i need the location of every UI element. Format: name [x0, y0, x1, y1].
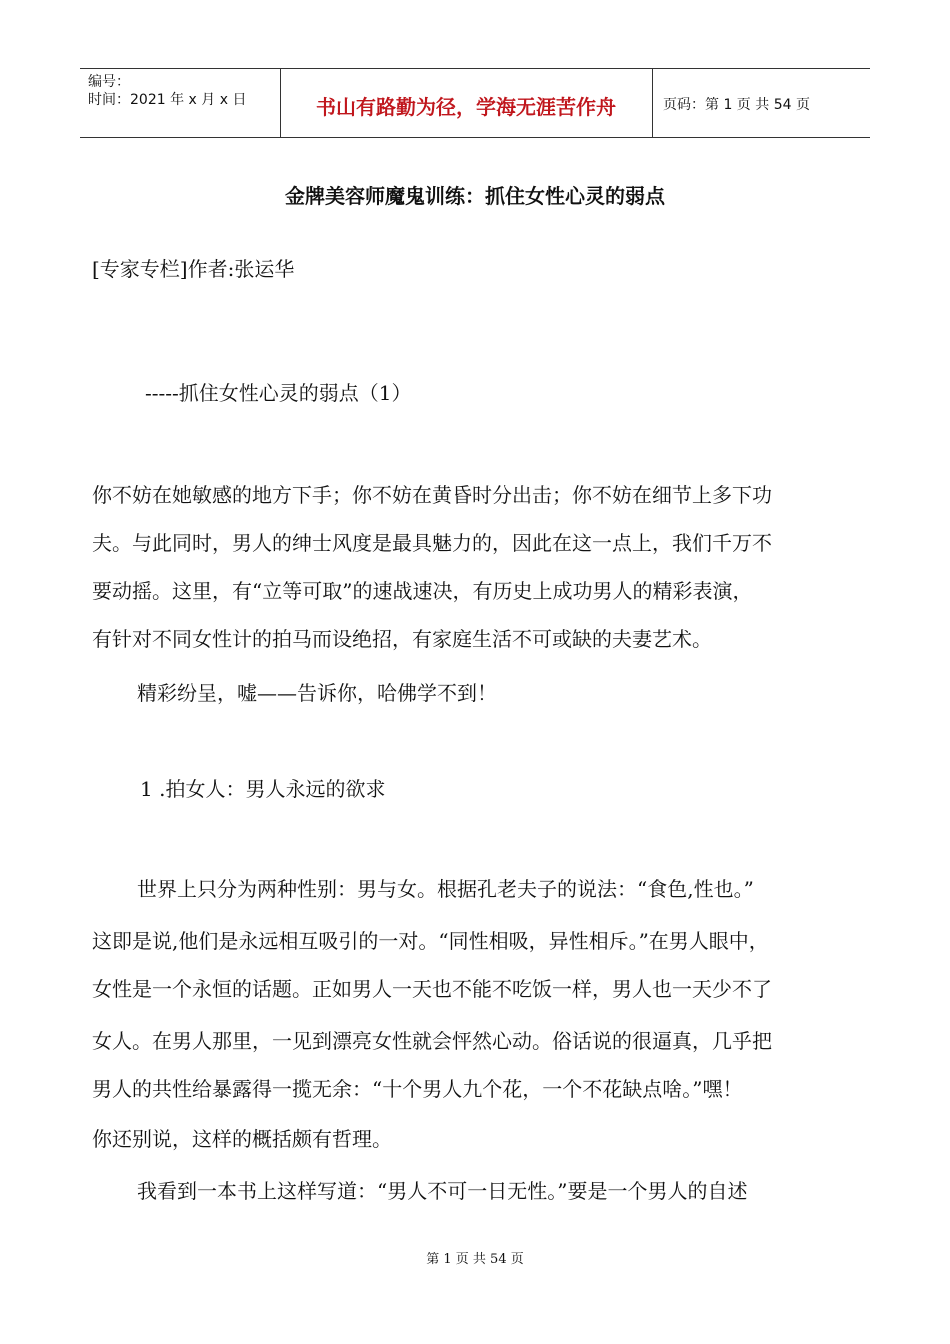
- section-heading: -----抓住女性心灵的弱点（1）: [145, 381, 412, 405]
- header-page-cell: [653, 69, 870, 137]
- paragraph-line: 世界上只分为两种性别：男与女。根据孔老夫子的说法：“食色,性也。”: [137, 877, 754, 901]
- document-title: 金牌美容师魔鬼训练：抓住女性心灵的弱点: [285, 184, 665, 208]
- page-footer: 第 1 页 共 54 页: [426, 1252, 524, 1267]
- header-motto-cell: [280, 69, 653, 137]
- header-motto: 书山有路勤为径，学海无涯苦作舟: [316, 95, 616, 119]
- subheading: 1 .拍女人：男人永远的欲求: [140, 777, 386, 801]
- paragraph-line: 女人。在男人那里，一见到漂亮女性就会怦然心动。俗话说的很逼真，几乎把: [92, 1029, 772, 1053]
- page-header: [80, 68, 870, 138]
- paragraph-line: 你还别说，这样的概括颇有哲理。: [92, 1127, 392, 1151]
- paragraph-line: 男人的共性给暴露得一揽无余：“十个男人九个花，一个不花缺点啥。”嘿！: [92, 1077, 743, 1101]
- paragraph-line: 我看到一本书上这样写道：“男人不可一日无性。”要是一个男人的自述: [137, 1179, 748, 1203]
- paragraph-line: 有针对不同女性计的拍马而设绝招，有家庭生活不可或缺的夫妻艺术。: [92, 627, 712, 651]
- paragraph-line: 你不妨在她敏感的地方下手；你不妨在黄昏时分出击；你不妨在细节上多下功: [92, 483, 772, 507]
- header-meta-cell: [80, 69, 281, 137]
- paragraph-line: 这即是说,他们是永远相互吸引的一对。“同性相吸，异性相斥。”在男人眼中，: [92, 929, 769, 953]
- paragraph-line: 女性是一个永恒的话题。正如男人一天也不能不吃饭一样，男人也一天少不了: [92, 977, 772, 1001]
- paragraph-line: 精彩纷呈，嘘——告诉你，哈佛学不到！: [137, 681, 497, 705]
- byline: [专家专栏]作者:张运华: [92, 257, 295, 281]
- paragraph-line: 要动摇。这里，有“立等可取”的速战速决，有历史上成功男人的精彩表演，: [92, 579, 753, 603]
- paragraph-line: 夫。与此同时，男人的绅士风度是最具魅力的，因此在这一点上，我们千万不: [92, 531, 772, 555]
- document-number-label: 编号：: [88, 74, 130, 90]
- header-page-info: 页码：第 1 页 共 54 页: [663, 97, 810, 113]
- document-date-label: 时间：2021 年 x 月 x 日: [88, 92, 247, 108]
